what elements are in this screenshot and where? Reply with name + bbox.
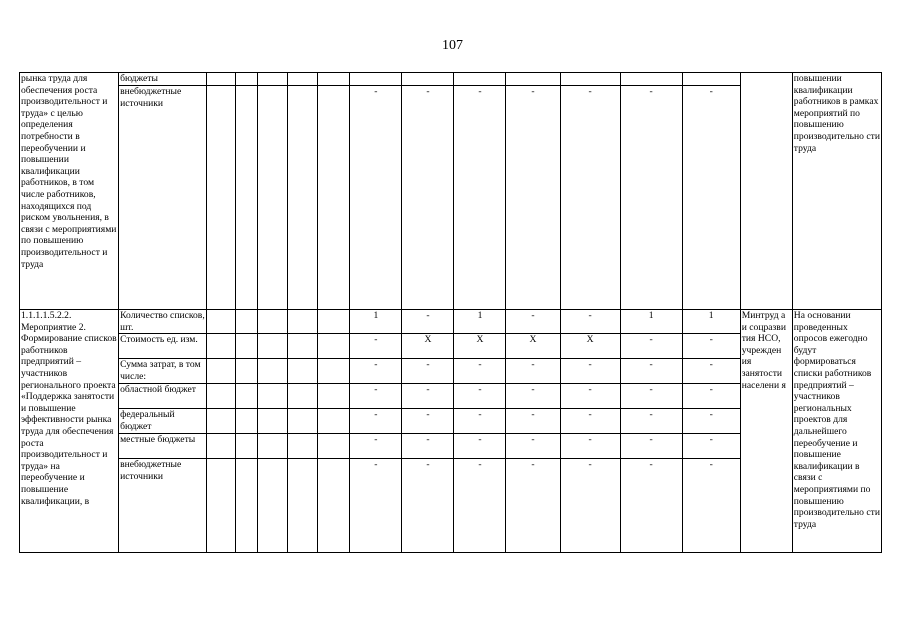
value-cell: X [560, 334, 620, 359]
empty-cell [207, 334, 236, 359]
value-cell: 1 [454, 310, 506, 334]
value-cell: - [620, 334, 682, 359]
value-cell: - [560, 459, 620, 553]
value-cell: - [506, 434, 560, 459]
value-cell: - [560, 310, 620, 334]
empty-cell [288, 459, 318, 553]
empty-cell [236, 86, 258, 310]
table-row [20, 310, 882, 334]
program-table [19, 72, 882, 553]
empty-cell [258, 86, 288, 310]
value-cell: - [402, 86, 454, 310]
value-cell: - [560, 409, 620, 434]
value-cell: - [454, 359, 506, 384]
value-cell: - [350, 409, 402, 434]
value-cell: - [682, 359, 740, 384]
value-cell [506, 73, 560, 86]
value-cell [560, 73, 620, 86]
indicator-label-cell: Стоимость ед. изм. [119, 334, 207, 359]
empty-cell [288, 86, 318, 310]
empty-cell [236, 409, 258, 434]
value-cell: X [454, 334, 506, 359]
empty-cell [318, 459, 350, 553]
value-cell [454, 73, 506, 86]
empty-cell [288, 73, 318, 86]
indicator-label-cell: местные бюджеты [119, 434, 207, 459]
value-cell: - [350, 459, 402, 553]
empty-cell [288, 359, 318, 384]
empty-cell [258, 384, 288, 409]
empty-cell [258, 409, 288, 434]
value-cell: - [350, 434, 402, 459]
value-cell: - [402, 384, 454, 409]
value-cell: - [402, 409, 454, 434]
value-cell: 1 [682, 310, 740, 334]
value-cell: - [454, 459, 506, 553]
value-cell: - [560, 384, 620, 409]
value-cell: - [350, 86, 402, 310]
value-cell: X [402, 334, 454, 359]
value-cell: - [506, 409, 560, 434]
value-cell: - [620, 409, 682, 434]
value-cell: - [506, 310, 560, 334]
value-cell: - [350, 334, 402, 359]
value-cell: - [454, 434, 506, 459]
value-cell: - [682, 334, 740, 359]
value-cell: - [350, 359, 402, 384]
empty-cell [258, 73, 288, 86]
table-row [20, 73, 882, 86]
empty-cell [207, 86, 236, 310]
value-cell: - [682, 434, 740, 459]
value-cell: - [560, 86, 620, 310]
empty-cell [236, 434, 258, 459]
indicator-label-cell: внебюджетные источники [119, 86, 207, 310]
value-cell: - [506, 86, 560, 310]
value-cell: - [402, 310, 454, 334]
value-cell: - [402, 434, 454, 459]
value-cell: - [560, 359, 620, 384]
value-cell: - [506, 359, 560, 384]
empty-cell [236, 73, 258, 86]
value-cell: - [454, 86, 506, 310]
value-cell: - [560, 434, 620, 459]
empty-cell [207, 310, 236, 334]
value-cell: - [506, 384, 560, 409]
empty-cell [288, 434, 318, 459]
value-cell: - [454, 409, 506, 434]
value-cell: - [620, 384, 682, 409]
empty-cell [207, 409, 236, 434]
empty-cell [207, 434, 236, 459]
empty-cell [236, 459, 258, 553]
value-cell [620, 73, 682, 86]
value-cell: - [682, 409, 740, 434]
empty-cell [318, 310, 350, 334]
empty-cell [258, 310, 288, 334]
empty-cell [236, 334, 258, 359]
measure-name-cell: рынка труда для обеспечения роста производительност и труда» с целью определения потребности в переобучении и повышении квалификации работников, в том числе работников, находящихся под риском увольнения, в связи с мероприятиями по повышению производительност и труда [20, 73, 119, 310]
value-cell: 1 [620, 310, 682, 334]
value-cell: - [620, 86, 682, 310]
value-cell: - [682, 459, 740, 553]
empty-cell [288, 409, 318, 434]
value-cell: - [620, 434, 682, 459]
value-cell [350, 73, 402, 86]
empty-cell [258, 434, 288, 459]
value-cell: X [506, 334, 560, 359]
value-cell: - [620, 359, 682, 384]
value-cell: - [506, 459, 560, 553]
executor-cell [740, 73, 792, 310]
expected-result-cell: На основании проведенных опросов ежегодно будут формироваться списки работников предприятий – участников региональных проектов для дальнейшего переобучение и повышение квалификации в связи с мероприятиями по повышению производительно сти труда [792, 310, 881, 553]
empty-cell [318, 334, 350, 359]
indicator-label-cell: областной бюджет [119, 384, 207, 409]
value-cell: - [682, 86, 740, 310]
empty-cell [318, 73, 350, 86]
empty-cell [236, 310, 258, 334]
empty-cell [288, 384, 318, 409]
empty-cell [207, 73, 236, 86]
value-cell: - [402, 359, 454, 384]
empty-cell [258, 359, 288, 384]
measure-name-cell: 1.1.1.1.5.2.2. Мероприятие 2. Формирование списков работников предприятий – участников регионального проекта «Поддержка занятости и повышение эффективности рынка труда для обеспечения роста производительност и труда» на переобучение и повышение квалификации, в [20, 310, 119, 553]
empty-cell [236, 384, 258, 409]
empty-cell [318, 86, 350, 310]
indicator-label-cell: федеральный бюджет [119, 409, 207, 434]
value-cell [402, 73, 454, 86]
indicator-label-cell: Сумма затрат, в том числе: [119, 359, 207, 384]
empty-cell [258, 334, 288, 359]
value-cell: - [454, 384, 506, 409]
indicator-label-cell: бюджеты [119, 73, 207, 86]
value-cell: 1 [350, 310, 402, 334]
indicator-label-cell: внебюджетные источники [119, 459, 207, 553]
empty-cell [207, 384, 236, 409]
empty-cell [288, 334, 318, 359]
empty-cell [236, 359, 258, 384]
empty-cell [318, 434, 350, 459]
value-cell: - [682, 384, 740, 409]
value-cell: - [350, 384, 402, 409]
expected-result-cell: повышении квалификации работников в рамках мероприятий по повышению производительно сти труда [792, 73, 881, 310]
executor-cell: Минтруд а и соцразви тия НСО, учрежден ия занятости населени я [740, 310, 792, 553]
value-cell: - [620, 459, 682, 553]
empty-cell [318, 384, 350, 409]
value-cell [682, 73, 740, 86]
empty-cell [288, 310, 318, 334]
empty-cell [207, 459, 236, 553]
empty-cell [318, 409, 350, 434]
indicator-label-cell: Количество списков, шт. [120, 310, 205, 333]
page-number: 107 [442, 38, 463, 53]
empty-cell [207, 359, 236, 384]
empty-cell [258, 459, 288, 553]
empty-cell [318, 359, 350, 384]
value-cell: - [402, 459, 454, 553]
